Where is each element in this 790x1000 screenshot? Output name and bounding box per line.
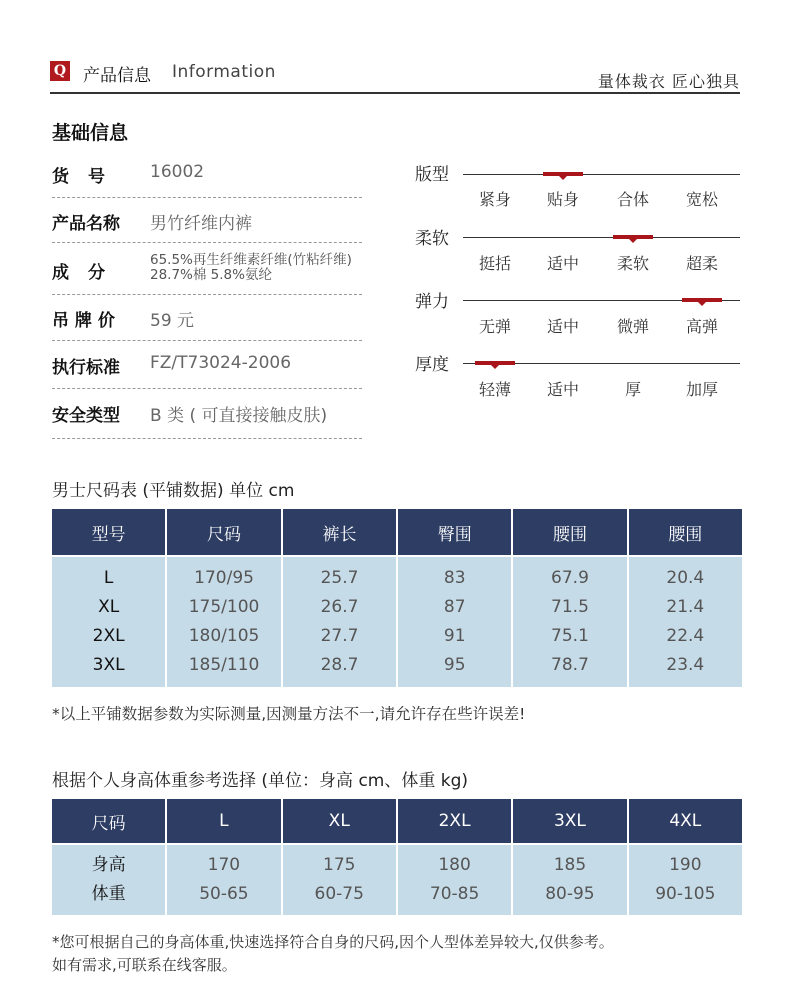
table-cell: 22.4 — [666, 626, 705, 646]
info-label: 产品名称 — [52, 214, 120, 234]
scale-selected-marker — [475, 361, 515, 365]
table-cell: 170 — [207, 855, 241, 875]
table-cell: 175/100 — [188, 597, 260, 617]
column-header: 尺码 — [167, 509, 281, 555]
column-header: 3XL — [513, 799, 626, 843]
table-cell: 170/95 — [194, 568, 254, 588]
info-label: 安全类型 — [52, 406, 120, 426]
table-cell: L — [103, 568, 114, 588]
scale-label: 版型 — [415, 165, 449, 185]
table-cell: 3XL — [92, 655, 125, 675]
column-header: L — [167, 799, 280, 843]
header-divider — [50, 92, 740, 94]
info-row-price — [52, 294, 362, 341]
table-column — [629, 845, 742, 915]
table-cell: 90-105 — [655, 884, 716, 904]
table-cell: 95 — [443, 655, 466, 675]
table-cell: 60-75 — [314, 884, 364, 904]
section-title-cn: 产品信息 — [83, 66, 151, 86]
composition-line-2: 28.7%棉 5.8%氨纶 — [150, 267, 272, 283]
scale-option: 适中 — [546, 317, 579, 336]
table-cell: 28.7 — [320, 655, 359, 675]
table-column — [513, 845, 626, 915]
table-cell: 91 — [443, 626, 466, 646]
table-cell: 87 — [443, 597, 466, 617]
table-column — [52, 557, 165, 687]
table-column — [283, 845, 396, 915]
composition-line-1: 65.5%再生纤维素纤维(竹粘纤维) — [150, 252, 352, 268]
scale-option: 宽松 — [685, 190, 718, 209]
table-cell: 20.4 — [666, 568, 705, 588]
info-row-name — [52, 197, 362, 243]
scale-option: 贴身 — [546, 190, 579, 209]
ref-table-note — [52, 931, 614, 977]
info-row-item-no — [52, 152, 362, 198]
scale-option: 高弹 — [685, 317, 718, 336]
scale-option: 无弹 — [478, 317, 511, 336]
table-cell: 25.7 — [320, 568, 359, 588]
table-cell: 190 — [669, 855, 702, 875]
table-column — [398, 845, 511, 915]
info-row-composition — [52, 242, 362, 295]
column-header: 臀围 — [398, 509, 511, 555]
column-header: 尺码 — [52, 799, 165, 843]
table-cell: 180/105 — [188, 626, 260, 646]
scale-option: 挺括 — [478, 254, 511, 273]
table-cell: 2XL — [92, 626, 125, 646]
table-cell: 70-85 — [429, 884, 480, 904]
slogan: 量体裁衣 匠心独具 — [597, 72, 740, 91]
info-label: 执行标准 — [52, 358, 120, 378]
info-row-safety — [52, 388, 362, 439]
table-cell: XL — [98, 597, 120, 617]
table-cell: 80-95 — [545, 884, 595, 904]
table-column — [167, 557, 281, 687]
scale-track — [463, 174, 740, 175]
table-column — [398, 557, 511, 687]
size-table — [50, 507, 744, 689]
scale-option: 轻薄 — [478, 380, 511, 399]
scale-label: 弹力 — [415, 292, 449, 312]
basic-info-title: 基础信息 — [52, 122, 129, 144]
scale-option: 适中 — [546, 254, 579, 273]
table-column — [52, 845, 165, 915]
scale-option: 厚 — [624, 380, 641, 399]
ref-note-line-2: 如有需求,可联系在线客服。 — [52, 956, 237, 974]
scale-option: 柔软 — [616, 254, 649, 273]
table-cell: 180 — [438, 855, 471, 875]
info-value: 59 元 — [150, 311, 195, 331]
scale-option: 紧身 — [478, 190, 511, 209]
info-label: 成 分 — [52, 263, 106, 283]
scale-option: 加厚 — [685, 380, 718, 399]
table-cell: 185 — [553, 855, 587, 875]
table-cell: 71.5 — [551, 597, 589, 617]
scale-option: 微弹 — [616, 317, 649, 336]
info-row-standard — [52, 340, 362, 389]
info-label: 货 号 — [52, 167, 106, 187]
scale-label: 厚度 — [415, 355, 449, 375]
info-value: 男竹纤维内裤 — [150, 214, 252, 234]
table-cell: 身高 — [91, 855, 126, 875]
table-column — [283, 557, 396, 687]
column-header: 4XL — [629, 799, 742, 843]
info-value: 16002 — [150, 162, 205, 182]
table-cell: 27.7 — [320, 626, 359, 646]
table-cell: 23.4 — [666, 655, 705, 675]
size-table-title: 男士尺码表 (平铺数据) 单位 cm — [52, 481, 295, 501]
info-value: FZ/T73024-2006 — [150, 353, 292, 373]
scale-label: 柔软 — [415, 229, 449, 249]
section-title-en: Information — [172, 62, 276, 82]
size-table-note: *以上平铺数据参数为实际测量,因测量方法不一,请允许存在些许误差! — [52, 705, 526, 723]
column-header: 2XL — [398, 799, 511, 843]
column-header: 腰围 — [629, 509, 742, 555]
table-cell: 185/110 — [188, 655, 260, 675]
ref-table-title: 根据个人身高体重参考选择 (单位：身高 cm、体重 kg) — [52, 771, 469, 791]
table-column — [513, 557, 626, 687]
scale-option: 超柔 — [685, 254, 718, 273]
ref-note-line-1: *您可根据自己的身高体重,快速选择符合自身的尺码,因个人型体差异较大,仅供参考。 — [52, 933, 614, 951]
scale-track — [463, 237, 740, 238]
table-cell: 50-65 — [199, 884, 249, 904]
column-header: XL — [283, 799, 396, 843]
scale-option: 适中 — [546, 380, 579, 399]
info-value: B 类 ( 可直接接触皮肤) — [150, 406, 328, 426]
table-cell: 21.4 — [666, 597, 705, 617]
scale-option: 合体 — [616, 190, 649, 209]
info-value — [150, 253, 352, 283]
table-cell: 175 — [323, 855, 356, 875]
info-label: 吊 牌 价 — [52, 311, 115, 331]
column-header: 型号 — [52, 509, 165, 555]
column-header: 裤长 — [283, 509, 396, 555]
scale-selected-marker — [613, 235, 653, 239]
ref-table — [50, 797, 744, 917]
scale-selected-marker — [543, 172, 583, 176]
brand-logo: Q — [50, 61, 70, 81]
table-cell: 78.7 — [551, 655, 589, 675]
table-cell: 体重 — [91, 884, 126, 904]
table-cell: 67.9 — [551, 568, 589, 588]
table-cell: 83 — [443, 568, 466, 588]
table-cell: 26.7 — [320, 597, 359, 617]
table-column — [629, 557, 742, 687]
table-cell: 75.1 — [551, 626, 589, 646]
scale-selected-marker — [682, 298, 722, 302]
column-header: 腰围 — [513, 509, 626, 555]
table-column — [167, 845, 280, 915]
